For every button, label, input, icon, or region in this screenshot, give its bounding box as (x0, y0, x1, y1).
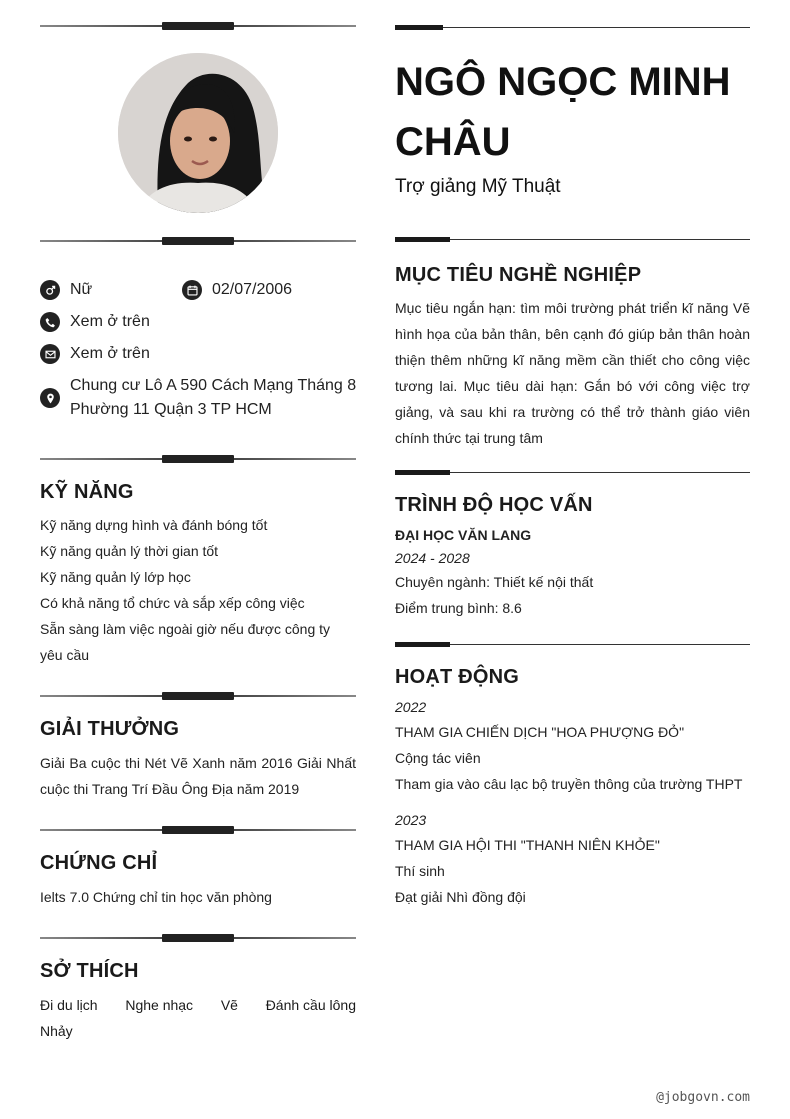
activity-name: THAM GIA CHIẾN DỊCH "HOA PHƯỢNG ĐỎ" (395, 724, 685, 740)
email-text: Xem ở trên (70, 345, 150, 362)
hobby-item: Nhảy (40, 1023, 73, 1039)
school-name: ĐẠI HỌC VĂN LANG (395, 527, 532, 543)
skills-title: KỸ NĂNG (40, 481, 134, 503)
divider (40, 692, 356, 701)
objective-title: MỤC TIÊU NGHỀ NGHIỆP (395, 264, 642, 286)
activity-year: 2023 (395, 812, 427, 828)
activity-position: Thí sinh (395, 863, 445, 879)
divider (40, 934, 356, 943)
activity-name: THAM GIA HỘI THI "THANH NIÊN KHỎE" (395, 837, 660, 853)
hobby-item: Vẽ (220, 997, 238, 1013)
avatar (118, 53, 278, 213)
hobby-item: Đi du lịch (40, 997, 98, 1013)
avatar-photo (118, 53, 278, 213)
phone-icon (40, 312, 60, 332)
divider (40, 237, 356, 246)
divider (40, 455, 356, 464)
certificates-text: Ielts 7.0 Chứng chỉ tin học văn phòng (40, 889, 272, 905)
activity-desc: Đạt giải Nhì đồng đội (395, 889, 526, 905)
divider (395, 237, 750, 243)
education-title: TRÌNH ĐỘ HỌC VẤN (395, 494, 593, 516)
skills-list (40, 512, 356, 668)
awards-text: Giải Ba cuộc thi Nét Vẽ Xanh năm 2016 Giải Nhất cuộc thi Trang Trí Đầu Ông Địa năm 2019 (40, 755, 356, 797)
divider (40, 22, 356, 31)
education-block (395, 523, 750, 621)
mail-icon (40, 344, 60, 364)
hobby-item: Đánh cầu lông (265, 997, 356, 1013)
divider (395, 642, 750, 648)
education-period: 2024 - 2028 (395, 550, 470, 566)
skill-item: Sẵn sàng làm việc ngoài giờ nếu được công ty yêu cầu (40, 621, 331, 663)
hobbies-title: SỞ THÍCH (40, 960, 139, 982)
skill-item: Kỹ năng dựng hình và đánh bóng tốt (40, 517, 268, 533)
divider (395, 470, 750, 476)
education-major: Chuyên ngành: Thiết kế nội thất (395, 574, 594, 590)
divider (40, 826, 356, 835)
candidate-role: Trợ giảng Mỹ Thuật (395, 176, 561, 197)
hobbies-list (40, 992, 356, 1044)
candidate-name: NGÔ NGỌC MINH CHÂU (395, 60, 731, 164)
education-gpa: Điểm trung bình: 8.6 (395, 600, 522, 616)
gender-text: Nữ (70, 281, 93, 298)
activity-entry (395, 808, 750, 910)
calendar-icon (182, 280, 202, 300)
objective-text: Mục tiêu ngắn hạn: tìm môi trường phát triển kĩ năng Vẽ hình họa của bản thân, bên cạnh đó giúp bản thân hoàn thiện thêm những kĩ năng mềm cần thiết cho công việc tương lai. Mục tiêu dài hạn: Gắn bó với công việc trợ giảng, và sau khi ra trường có thể trở thành giáo viên chính thức tại trung tâm (395, 300, 750, 446)
skill-item: Kỹ năng quản lý thời gian tốt (40, 543, 219, 559)
activity-entry (395, 695, 750, 797)
activity-desc: Tham gia vào câu lạc bộ truyền thông của trường THPT (395, 776, 743, 792)
location-pin-icon (40, 388, 60, 408)
hobby-item: Nghe nhạc (125, 997, 194, 1013)
footer-watermark: @jobgovn.com (656, 1090, 750, 1105)
skill-item: Kỹ năng quản lý lớp học (40, 569, 191, 585)
activity-position: Cộng tác viên (395, 750, 481, 766)
activity-year: 2022 (395, 699, 427, 715)
skill-item: Có khả năng tổ chức và sắp xếp công việc (40, 595, 305, 611)
gender-icon (40, 280, 60, 300)
certificates-title: CHỨNG CHỈ (40, 852, 158, 874)
awards-title: GIẢI THƯỞNG (40, 718, 180, 740)
birthday-text: 02/07/2006 (212, 281, 293, 298)
address-text: Chung cư Lô A 590 Cách Mạng Tháng 8 Phường 11 Quận 3 TP HCM (70, 377, 357, 418)
divider (395, 25, 750, 31)
phone-text: Xem ở trên (70, 313, 150, 330)
activities-title: HOẠT ĐỘNG (395, 666, 520, 688)
